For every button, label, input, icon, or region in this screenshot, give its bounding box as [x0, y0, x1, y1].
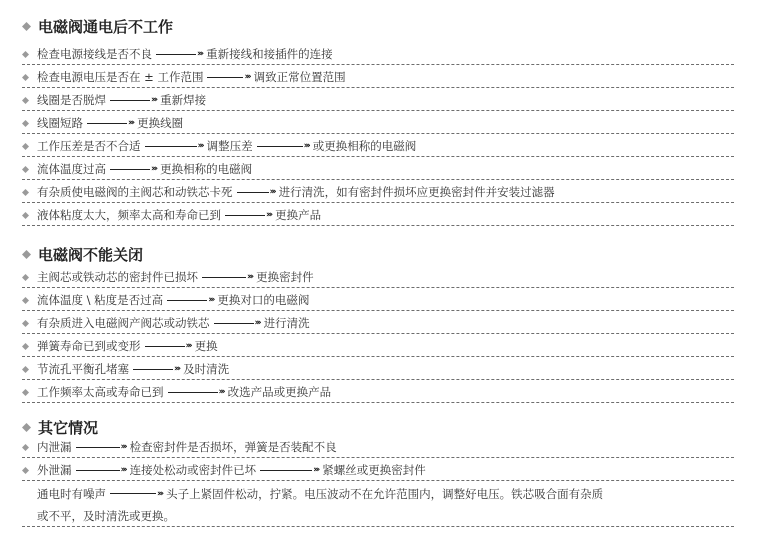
cause-text: 工作频率太高或寿命已到: [37, 385, 164, 399]
section-heading: 其它情况: [22, 417, 98, 437]
diamond-bullet-icon: [22, 97, 29, 104]
diamond-bullet-icon: [22, 366, 29, 373]
arrow-right-icon: ›››: [76, 442, 126, 452]
diamond-bullet-icon: [22, 297, 29, 304]
fix-text: 调致正常位置范围: [253, 70, 346, 84]
list-item: [22, 290, 734, 311]
arrow-right-icon: ›››: [145, 141, 203, 151]
cause-text: 检查电源接线是否不良: [37, 47, 152, 61]
cause-text: 检查电源电压是否在 ± 工作范围: [37, 70, 204, 84]
list-item: [22, 90, 734, 111]
list-item: [22, 67, 734, 88]
diamond-bullet-icon: [22, 467, 29, 474]
diamond-bullet-icon: [22, 74, 29, 81]
cause-text: 流体温度 \ 粘度是否过高: [37, 293, 164, 307]
cause-text: 有杂质进入电磁阀产阀芯或动铁芯: [37, 316, 210, 330]
diamond-bullet-icon: [22, 212, 29, 219]
arrow-right-icon: ›››: [202, 272, 252, 282]
cause-text: 弹簧寿命已到或变形: [37, 339, 141, 353]
diamond-bullet-icon: [22, 274, 29, 281]
list-item: [22, 44, 734, 65]
list-item: [22, 182, 734, 203]
diamond-bullet-icon: [22, 389, 29, 396]
arrow-right-icon: ›››: [257, 141, 309, 151]
section-heading: 电磁阀通电后不工作: [22, 16, 173, 36]
arrow-right-icon: ›››: [207, 72, 249, 82]
diamond-bullet-icon: [22, 120, 29, 127]
diamond-bullet-icon: [22, 51, 29, 58]
fix-text: 改选产品或更换产品: [227, 385, 332, 399]
fix-text: 更换密封件: [256, 270, 314, 284]
list-item: [22, 136, 734, 157]
fix-text: 连接处松动或密封件已坏: [129, 463, 257, 477]
diamond-bullet-icon: [22, 22, 31, 31]
section-heading: 电磁阀不能关闭: [22, 244, 143, 264]
list-item: [22, 313, 734, 334]
list-item: [22, 382, 734, 403]
arrow-right-icon: ›››: [133, 364, 179, 374]
arrow-right-icon: ›››: [260, 465, 318, 475]
list-item: [22, 460, 734, 481]
fix-text-continued: 或不平，及时清洗或更换。: [37, 509, 175, 523]
arrow-right-icon: ›››: [237, 187, 275, 197]
diamond-bullet-icon: [22, 250, 31, 259]
fix-text: 更换产品: [275, 208, 322, 222]
arrow-right-icon: ›››: [76, 465, 126, 475]
fix-text-secondary: 或更换相称的电磁阀: [312, 139, 417, 153]
fix-text: 更换相称的电磁阀: [160, 162, 253, 176]
fix-text: 更换线圈: [137, 116, 184, 130]
diamond-bullet-icon: [22, 166, 29, 173]
paragraph-line: [22, 506, 734, 527]
arrow-right-icon: ›››: [168, 387, 224, 397]
diamond-bullet-icon: [22, 423, 31, 432]
list-item: [22, 205, 734, 226]
diamond-bullet-icon: [22, 444, 29, 451]
list-item: [22, 267, 734, 288]
cause-text: 工作压差是否不合适: [37, 139, 141, 153]
fix-text: 重新焊接: [160, 93, 207, 107]
paragraph-line: [22, 483, 734, 504]
arrow-right-icon: ›››: [167, 295, 213, 305]
fix-text: 更换对口的电磁阀: [217, 293, 310, 307]
diamond-bullet-icon: [22, 320, 29, 327]
list-item: [22, 113, 734, 134]
fix-text: 调整压差: [206, 139, 253, 153]
fix-text: 检查密封件是否损坏，弹簧是否装配不良: [129, 440, 337, 454]
arrow-right-icon: ›››: [110, 95, 156, 105]
cause-text: 线圈是否脱焊: [37, 93, 106, 107]
arrow-right-icon: ›››: [110, 489, 162, 499]
list-item: [22, 336, 734, 357]
diamond-bullet-icon: [22, 343, 29, 350]
cause-text: 有杂质使电磁阀的主阀芯和动铁芯卡死: [37, 185, 233, 199]
fix-text: 进行清洗: [263, 316, 310, 330]
arrow-right-icon: ›››: [156, 49, 202, 59]
cause-text: 内泄漏: [37, 440, 72, 454]
list-item: [22, 359, 734, 380]
cause-text: 流体温度过高: [37, 162, 106, 176]
fix-text-secondary: 紧螺丝或更换密封件: [322, 463, 426, 477]
fix-text: 及时清洗: [183, 362, 230, 376]
list-item: [22, 159, 734, 180]
fix-text: 头子上紧固件松动，拧紧。电压波动不在允许范围内，调整好电压。铁芯吸合面有杂质: [166, 486, 604, 501]
arrow-right-icon: ›››: [87, 118, 133, 128]
fix-text: 重新接线和接插件的连接: [206, 47, 333, 61]
arrow-right-icon: ›››: [145, 341, 191, 351]
cause-text: 外泄漏: [37, 463, 72, 477]
fix-text: 更换: [194, 339, 218, 353]
cause-text: 通电时有噪声: [37, 486, 106, 501]
cause-text: 节流孔平衡孔堵塞: [37, 362, 129, 376]
cause-text: 液体粘度太大，频率太高和寿命已到: [37, 208, 221, 222]
cause-text: 主阀芯或铁动芯的密封件已损坏: [37, 270, 198, 284]
arrow-right-icon: ›››: [110, 164, 156, 174]
arrow-right-icon: ›››: [225, 210, 271, 220]
diamond-bullet-icon: [22, 143, 29, 150]
fix-text: 进行清洗，如有密封件损坏应更换密封件并安装过滤器: [278, 185, 555, 199]
diamond-bullet-icon: [22, 189, 29, 196]
cause-text: 线圈短路: [37, 116, 83, 130]
list-item: [22, 437, 734, 458]
arrow-right-icon: ›››: [214, 318, 260, 328]
